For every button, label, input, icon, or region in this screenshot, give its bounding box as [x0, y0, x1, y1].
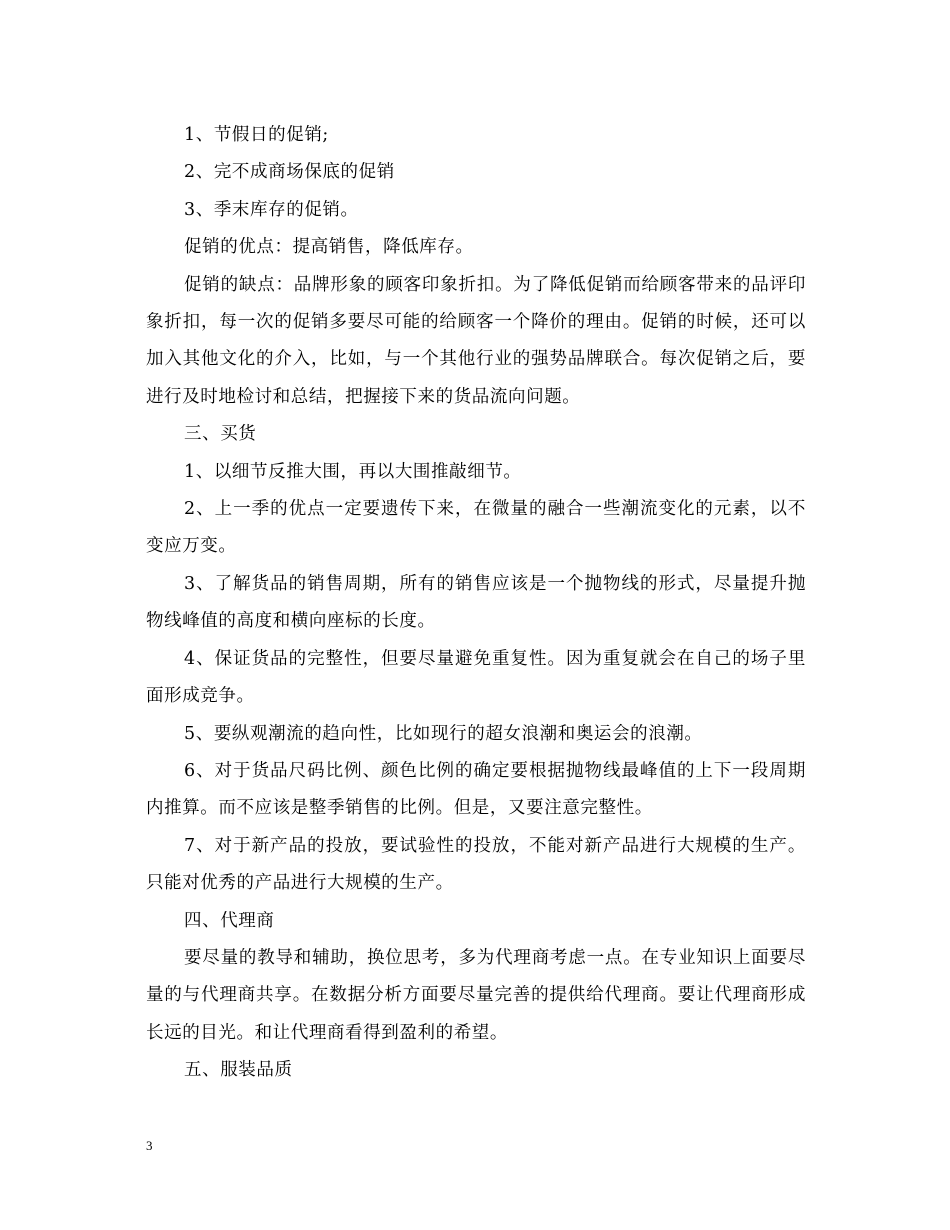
section-heading: 五、服装品质: [184, 1060, 293, 1081]
paragraph: 1、以细节反推大围，再以大围推敲细节。: [184, 461, 522, 482]
paragraph: 7、对于新产品的投放，要试验性的投放，不能对新产品进行大规模的生产。只能对优秀的产品进行大规模的生产。: [146, 835, 806, 894]
section-heading: 四、代理商: [184, 910, 275, 931]
paragraph: 要尽量的教导和辅助，换位思考，多为代理商考虑一点。在专业知识上面要尽量的与代理商共享。在数据分析方面要尽量完善的提供给代理商。要让代理商形成长远的目光。和让代理商看得到盈利的希望。: [146, 947, 806, 1043]
paragraph: 2、完不成商场保底的促销: [184, 162, 395, 183]
paragraph: 2、上一季的优点一定要遗传下来，在微量的融合一些潮流变化的元素，以不变应万变。: [146, 499, 806, 557]
document-body: [146, 117, 806, 1090]
paragraph: 促销的缺点：品牌形象的顾客印象折扣。为了降低促销而给顾客带来的品评印象折扣，每一次的促销多要尽可能的给顾客一个降价的理由。促销的时候，还可以加入其他文化的介入，比如，与一个其他行业的强势品牌联合。每次促销之后，要进行及时地检讨和总结，把握接下来的货品流向问题。: [146, 274, 806, 407]
section-heading: 三、买货: [184, 424, 257, 445]
paragraph: 促销的优点：提高销售，降低库存。: [184, 237, 474, 258]
paragraph: 6、对于货品尺码比例、颜色比例的确定要根据抛物线最峰值的上下一段周期内推算。而不应该是整季销售的比例。但是，又要注意完整性。: [146, 760, 806, 819]
paragraph: 3、了解货品的销售周期，所有的销售应该是一个抛物线的形式，尽量提升抛物线峰值的高度和横向座标的长度。: [146, 573, 806, 632]
paragraph: 1、节假日的促销;: [184, 125, 329, 145]
page-number: 3: [146, 1138, 153, 1153]
paragraph: 5、要纵观潮流的趋向性，比如现行的超女浪潮和奥运会的浪潮。: [184, 723, 703, 744]
paragraph: 3、季末库存的促销。: [184, 199, 359, 220]
paragraph: 4、保证货品的完整性，但要尽量避免重复性。因为重复就会在自己的场子里面形成竞争。: [146, 648, 806, 707]
